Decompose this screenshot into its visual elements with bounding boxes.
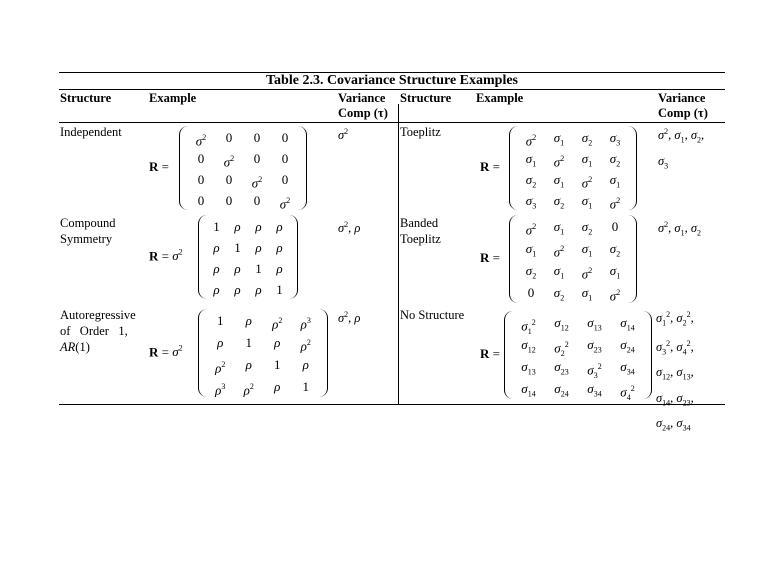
matrix-cell: $\rho^3$ — [300, 316, 311, 332]
matrix-cell: $\sigma^2$ — [553, 244, 565, 260]
matrix-cell: $\sigma_1$ — [581, 241, 593, 259]
header-rule — [59, 122, 725, 123]
matrix-cell: ρ — [217, 335, 224, 350]
matrix-cell: $\sigma_2$ — [553, 193, 565, 211]
matrix-cell: ρ — [213, 261, 220, 276]
variance-components-autoregressive: $\sigma^2$, ρ — [338, 310, 361, 326]
matrix-cell: ρ — [276, 240, 283, 255]
covariance-table — [59, 72, 725, 433]
matrix-cell: $\sigma_{24}$ — [620, 337, 635, 355]
matrix-cell: $\sigma_2$ — [609, 151, 621, 169]
right-parenthesis — [319, 309, 328, 397]
table-title: Table 2.3. Covariance Structure Examples — [266, 73, 518, 88]
matrix-cell: 0 — [225, 193, 233, 208]
matrix-cell: ρ — [234, 261, 241, 276]
matrix-cell: ρ — [255, 282, 262, 297]
matrix-cell: ρ — [255, 240, 262, 255]
matrix-cell: $\sigma_{23}$ — [554, 359, 569, 377]
variance-components-independent: $\sigma^2$ — [338, 127, 349, 143]
matrix-cell: $\sigma_{14}$ — [620, 315, 635, 333]
header-example-right: Example — [476, 91, 524, 105]
matrix-cell: 0 — [527, 285, 535, 300]
matrix-cell: $\sigma_2$ — [581, 130, 593, 148]
matrix-cell: $\rho^2$ — [215, 360, 226, 376]
matrix-cell: ρ — [245, 357, 252, 372]
matrix-cell: ρ — [213, 282, 220, 297]
matrix-cell: 1 — [245, 335, 252, 350]
matrix-cell: 1 — [276, 282, 283, 297]
matrix-cell: 0 — [197, 151, 205, 166]
matrix-cell: $\sigma_3^2$ — [587, 362, 602, 380]
variance-components-no-structure: $\sigma_1^2$, $\sigma_2^2$, $\sigma_3^2$, $\sigma_4^2$, $\sigma_{12}$, $\sigma_{13}$, $\sigma_{14}$, $\sigma_{23}$, $\sigma_{24}$, $\sigma_{34}$ — [656, 310, 694, 433]
matrix-cell: ρ — [245, 313, 252, 328]
structure-name-no-structure: No Structure — [400, 308, 465, 322]
matrix-cell: ρ — [276, 219, 283, 234]
matrix-cell: 1 — [213, 219, 220, 234]
header-variance-right: Variance Comp (τ) — [658, 91, 708, 120]
matrix-cell: $\sigma_2^2$ — [554, 340, 569, 358]
matrix-cell: $\sigma_1$ — [609, 263, 621, 281]
matrix-cell: $\sigma_2$ — [525, 263, 537, 281]
matrix-cell: ρ — [213, 240, 220, 255]
structure-name-banded: Banded Toeplitz — [400, 216, 441, 246]
matrix-cell: ρ — [302, 357, 309, 372]
matrix-cell: $\sigma_{24}$ — [554, 381, 569, 399]
matrix-cell: $\rho^2$ — [272, 316, 283, 332]
title-rule — [59, 89, 725, 90]
matrix-cell: 1 — [302, 379, 309, 394]
matrix-cell: ρ — [255, 219, 262, 234]
matrix-label-independent: R = — [149, 159, 169, 174]
matrix-cell: ρ — [276, 261, 283, 276]
header-variance-left: Variance Comp (τ) — [338, 91, 388, 120]
variance-components-compound: $\sigma^2$, ρ — [338, 220, 361, 236]
matrix-cell: $\sigma_1$ — [581, 151, 593, 169]
matrix-cell: 0 — [253, 151, 261, 166]
matrix-cell: $\sigma_1$ — [553, 219, 565, 237]
matrix-cell: 1 — [217, 313, 224, 328]
matrix-cell: $\sigma^2$ — [279, 196, 291, 212]
matrix-cell: $\sigma_2$ — [525, 172, 537, 190]
matrix-cell: $\sigma^2$ — [609, 288, 621, 304]
matrix-cell: 0 — [225, 172, 233, 187]
covariance-matrix-compound — [198, 215, 298, 299]
matrix-cell: 0 — [281, 172, 289, 187]
covariance-matrix-independent — [179, 126, 307, 210]
matrix-cell: $\sigma_{34}$ — [587, 381, 602, 399]
covariance-matrix-no-structure — [504, 311, 652, 402]
right-parenthesis — [628, 126, 637, 210]
matrix-cell: 0 — [281, 130, 289, 145]
matrix-cell: $\sigma_{34}$ — [620, 359, 635, 377]
matrix-label-compound: $R = \sigma^2$ — [149, 248, 183, 264]
matrix-cell: 0 — [253, 130, 261, 145]
matrix-cell: $\sigma_{13}$ — [521, 359, 536, 377]
matrix-cell: $\sigma^2$ — [581, 175, 593, 191]
matrix-cell: 1 — [274, 357, 281, 372]
matrix-cell: $\sigma_1$ — [553, 172, 565, 190]
variance-components-banded: $\sigma^2$, $\sigma_1$, $\sigma_2$ — [658, 220, 702, 238]
matrix-cell: $\sigma^2$ — [195, 133, 207, 149]
matrix-cell: ρ — [234, 219, 241, 234]
matrix-cell: $\sigma_4^2$ — [620, 384, 635, 402]
bottom-rule — [59, 404, 725, 405]
matrix-cell: $\sigma_1$ — [581, 285, 593, 303]
matrix-cell: $\sigma^2$ — [609, 196, 621, 212]
matrix-cell: $\sigma_1$ — [553, 130, 565, 148]
matrix-cell: $\sigma_1$ — [553, 263, 565, 281]
matrix-cell: $\sigma^2$ — [223, 154, 235, 170]
matrix-label-banded: R = — [480, 250, 500, 265]
matrix-cell: $\sigma_1^2$ — [521, 318, 536, 336]
header-structure-right: Structure — [400, 91, 452, 105]
header-example-left: Example — [149, 91, 197, 105]
matrix-cell: 0 — [197, 193, 205, 208]
matrix-cell: ρ — [274, 379, 281, 394]
matrix-cell: ρ — [234, 282, 241, 297]
matrix-cell: ρ — [274, 335, 281, 350]
matrix-cell: $\rho^3$ — [215, 382, 226, 398]
column-divider — [398, 104, 399, 404]
covariance-matrix-banded — [509, 215, 637, 303]
matrix-cell: $\sigma_1$ — [581, 193, 593, 211]
matrix-cell: $\sigma_{23}$ — [587, 337, 602, 355]
covariance-matrix-toeplitz — [509, 126, 637, 210]
matrix-cell: $\sigma_2$ — [609, 241, 621, 259]
matrix-cell: 1 — [234, 240, 241, 255]
right-parenthesis — [643, 311, 652, 399]
matrix-cell: $\sigma_{14}$ — [521, 381, 536, 399]
matrix-cell: 0 — [197, 172, 205, 187]
matrix-cell: 0 — [253, 193, 261, 208]
structure-name-toeplitz: Toeplitz — [400, 125, 441, 139]
covariance-matrix-autoregressive — [198, 309, 328, 397]
matrix-cell: 0 — [611, 219, 619, 234]
matrix-cell: $\rho^2$ — [243, 382, 254, 398]
structure-name-autoregressive: Autoregressive of Order 1, AR(1) — [60, 308, 136, 354]
structure-name-compound: Compound Symmetry — [60, 216, 116, 246]
matrix-cell: 0 — [281, 151, 289, 166]
matrix-cell: $\sigma_3$ — [525, 193, 537, 211]
matrix-cell: 0 — [225, 130, 233, 145]
right-parenthesis — [628, 215, 637, 303]
matrix-label-no-structure: R = — [480, 346, 500, 361]
matrix-label-autoregressive: $R = \sigma^2$ — [149, 344, 183, 360]
matrix-cell: $\sigma_{12}$ — [521, 337, 536, 355]
header-structure-left: Structure — [60, 91, 112, 105]
matrix-cell: $\sigma^2$ — [251, 175, 263, 191]
matrix-cell: $\sigma_1$ — [609, 172, 621, 190]
matrix-cell: $\sigma_{13}$ — [587, 315, 602, 333]
matrix-cell: $\sigma_2$ — [581, 219, 593, 237]
matrix-cell: $\sigma_{12}$ — [554, 315, 569, 333]
matrix-cell: $\sigma_3$ — [609, 130, 621, 148]
matrix-cell: $\sigma^2$ — [525, 133, 537, 149]
matrix-cell: $\sigma^2$ — [525, 222, 537, 238]
matrix-cell: 1 — [255, 261, 262, 276]
matrix-cell: $\sigma_1$ — [525, 241, 537, 259]
matrix-cell: $\rho^2$ — [300, 338, 311, 354]
structure-name-independent: Independent — [60, 125, 122, 139]
matrix-cell: $\sigma_1$ — [525, 151, 537, 169]
right-parenthesis — [289, 215, 298, 299]
right-parenthesis — [298, 126, 307, 210]
matrix-cell: $\sigma_2$ — [553, 285, 565, 303]
variance-components-toeplitz: $\sigma^2$, $\sigma_1$, $\sigma_2$, $\sigma_3$ — [658, 127, 705, 171]
matrix-cell: $\sigma^2$ — [581, 266, 593, 282]
matrix-label-toeplitz: R = — [480, 159, 500, 174]
matrix-cell: $\sigma^2$ — [553, 154, 565, 170]
